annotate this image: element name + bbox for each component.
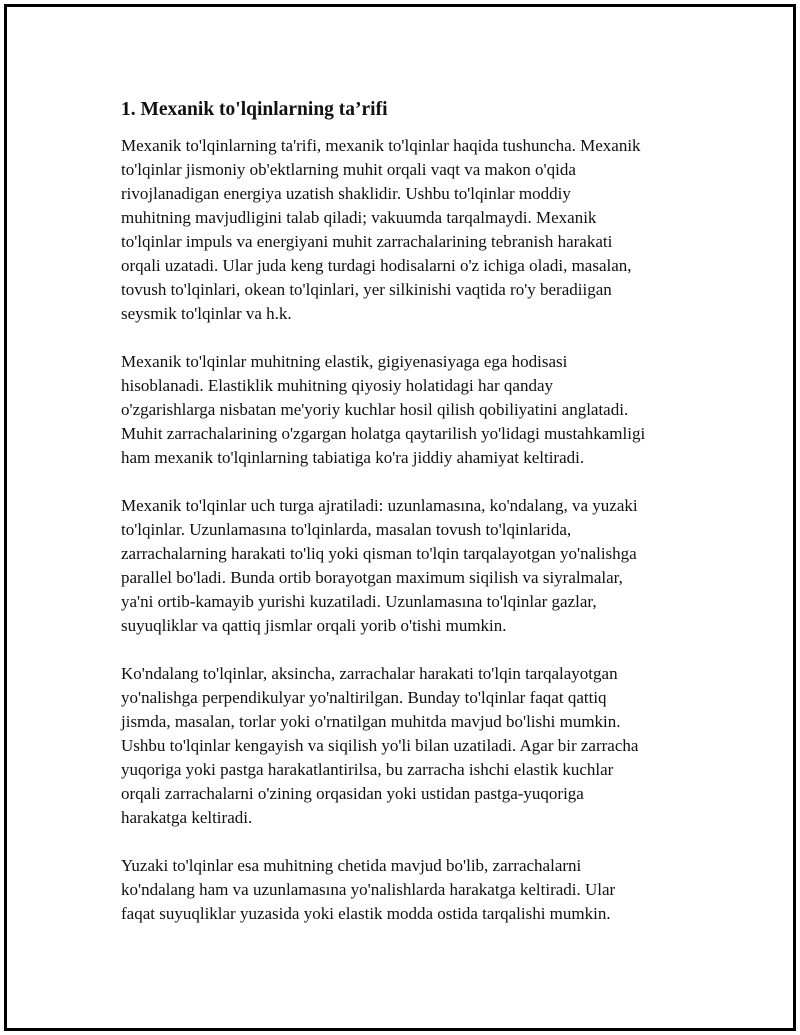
paragraph-line: tovush to'lqinlari, okean to'lqinlari, yer silkinishi vaqtida ro'y beradiigan: [121, 280, 612, 299]
paragraph-line: Mexanik to'lqinlar muhitning elastik, gigiyenasiyaga ega hodisasi: [121, 352, 568, 371]
document-page: [4, 4, 796, 1031]
paragraph-line: Yuzaki to'lqinlar esa muhitning chetida mavjud bo'lib, zarrachalarni: [121, 856, 582, 875]
paragraph: [121, 350, 701, 470]
paragraph: [121, 662, 701, 830]
paragraph-line: ham mexanik to'lqinlarning tabiatiga ko'ra jiddiy ahamiyat keltiradi.: [121, 448, 585, 467]
paragraph-list: [121, 134, 701, 926]
paragraph-line: orqali zarrachalarni o'zining orqasidan yoki ustidan pastga-yuqoriga: [121, 784, 584, 803]
paragraph-line: suyuqliklar va qattiq jismlar orqali yorib o'tishi mumkin.: [121, 616, 507, 635]
document-body: [121, 98, 701, 950]
paragraph-line: Ushbu to'lqinlar kengayish va siqilish yo'li bilan uzatiladi. Agar bir zarracha: [121, 736, 639, 755]
paragraph-line: harakatga keltiradi.: [121, 808, 253, 827]
paragraph-line: yuqoriga yoki pastga harakatlantirilsa, bu zarracha ishchi elastik kuchlar: [121, 760, 614, 779]
paragraph: [121, 854, 701, 926]
paragraph-line: Mexanik to'lqinlar uch turga ajratiladi: uzunlamasına, ko'ndalang, va yuzaki: [121, 496, 638, 515]
paragraph-line: Mexanik to'lqinlarning ta'rifi, mexanik to'lqinlar haqida tushuncha. Mexanik: [121, 136, 641, 155]
paragraph-line: ya'ni ortib-kamayib yurishi kuzatiladi. Uzunlamasına to'lqinlar gazlar,: [121, 592, 597, 611]
paragraph: [121, 494, 701, 638]
paragraph-line: o'zgarishlarga nisbatan me'yoriy kuchlar hosil qilish qobiliyatini anglatadi.: [121, 400, 629, 419]
paragraph-line: parallel bo'ladi. Bunda ortib borayotgan maximum siqilish va siyralmalar,: [121, 568, 623, 587]
paragraph-line: zarrachalarning harakati to'liq yoki qisman to'lqin tarqalayotgan yo'nalishga: [121, 544, 637, 563]
paragraph-line: muhitning mavjudligini talab qiladi; vakuumda tarqalmaydi. Mexanik: [121, 208, 597, 227]
paragraph-line: to'lqinlar. Uzunlamasına to'lqinlarda, masalan tovush to'lqinlarida,: [121, 520, 572, 539]
paragraph-line: jismda, masalan, torlar yoki o'rnatilgan muhitda mavjud bo'lishi mumkin.: [121, 712, 621, 731]
paragraph-line: faqat suyuqliklar yuzasida yoki elastik modda ostida tarqalishi mumkin.: [121, 904, 611, 923]
paragraph: [121, 134, 701, 326]
section-title: 1. Mexanik to'lqinlarning ta’rifi: [121, 99, 388, 120]
paragraph-line: ko'ndalang ham va uzunlamasına yo'nalishlarda harakatga keltiradi. Ular: [121, 880, 616, 899]
paragraph-line: orqali uzatadi. Ular juda keng turdagi hodisalarni o'z ichiga oladi, masalan,: [121, 256, 632, 275]
paragraph-line: seysmik to'lqinlar va h.k.: [121, 304, 292, 323]
paragraph-line: Ko'ndalang to'lqinlar, aksincha, zarrachalar harakati to'lqin tarqalayotgan: [121, 664, 618, 683]
paragraph-line: rivojlanadigan energiya uzatish shaklidir. Ushbu to'lqinlar moddiy: [121, 184, 571, 203]
paragraph-line: to'lqinlar impuls va energiyani muhit zarrachalarining tebranish harakati: [121, 232, 613, 251]
paragraph-line: hisoblanadi. Elastiklik muhitning qiyosiy holatidagi har qanday: [121, 376, 554, 395]
paragraph-line: Muhit zarrachalarining o'zgargan holatga qaytarilish yo'lidagi mustahkamligi: [121, 424, 646, 443]
paragraph-line: yo'nalishga perpendikulyar yo'naltirilgan. Bunday to'lqinlar faqat qattiq: [121, 688, 607, 707]
paragraph-line: to'lqinlar jismoniy ob'ektlarning muhit orqali vaqt va makon o'qida: [121, 160, 576, 179]
